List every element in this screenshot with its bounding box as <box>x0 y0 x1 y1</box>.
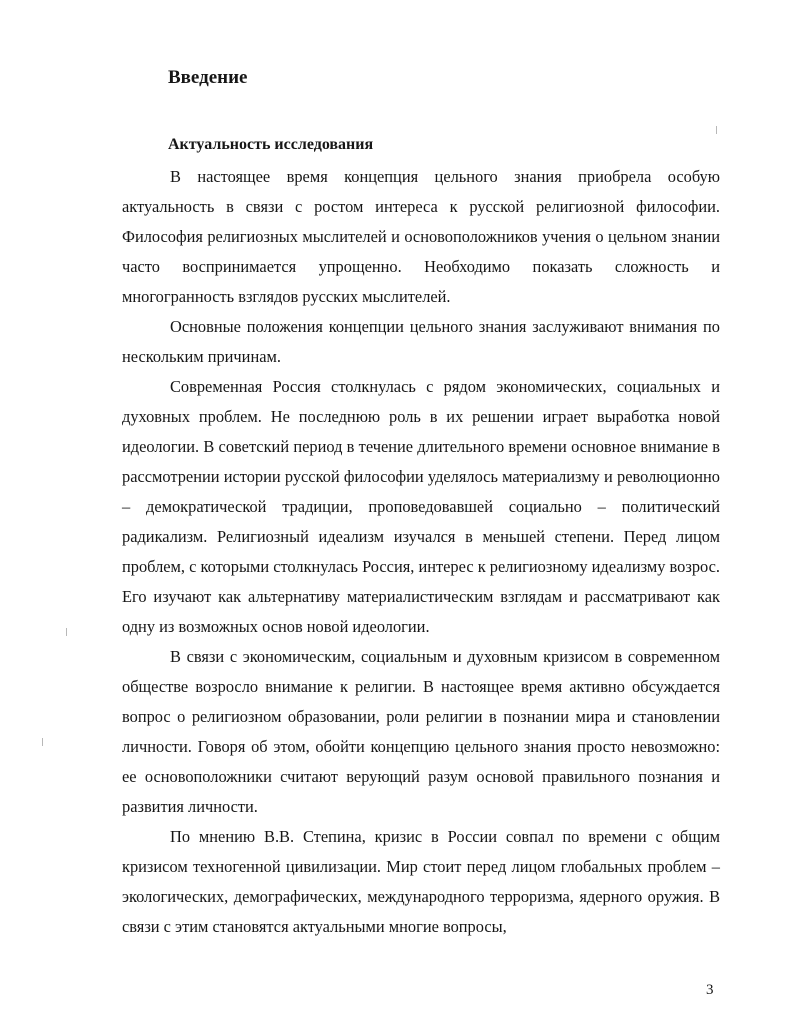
section-heading: Введение <box>168 67 248 88</box>
paragraph: В связи с экономическим, социальным и духовным кризисом в современном обществе возросло внимание к религии. В настоящее время активно обсуждается вопрос о религиозном образовании, роли религии в познании мира и становлении личности. Говоря об этом, обойти концепцию цельного знания просто невозможно: ее основоположники считают верующий разум основой правильного познания и развития личности. <box>122 647 720 816</box>
scan-speck <box>42 738 43 746</box>
page-number: 3 <box>706 982 714 998</box>
scan-speck <box>716 126 717 134</box>
paragraph: Современная Россия столкнулась с рядом экономических, социальных и духовных проблем. Не последнюю роль в их решении играет выработка новой идеологии. В советский период в течение длительного времени основное внимание в рассмотрении истории русской философии уделялось материализму и революционно – демократической традиции, проповедовавшей социально – политический радикализм. Религиозный идеализм изучался в меньшей степени. Перед лицом проблем, с которыми столкнулась Россия, интерес к религиозному идеализму возрос. Его изучают как альтернативу материалистическим взглядам и рассматривают как одну из возможных основ новой идеологии. <box>122 377 720 636</box>
paragraph: По мнению В.В. Степина, кризис в России совпал по времени с общим кризисом техногенной цивилизации. Мир стоит перед лицом глобальных проблем – экологических, демографических, международного терроризма, ядерного оружия. В связи с этим становятся актуальными многие вопросы, <box>122 827 720 936</box>
paragraph: Основные положения концепции цельного знания заслуживают внимания по нескольким причинам. <box>122 317 720 366</box>
paragraph: В настоящее время концепция цельного знания приобрела особую актуальность в связи с ростом интереса к русской религиозной философии. Философия религиозных мыслителей и основоположников учения о цельном знании часто воспринимается упрощенно. Необходимо показать сложность и многогранность взглядов русских мыслителей. <box>122 167 720 306</box>
body-text <box>122 162 720 942</box>
subsection-heading: Актуальность исследования <box>168 136 374 153</box>
scan-speck <box>66 628 67 636</box>
